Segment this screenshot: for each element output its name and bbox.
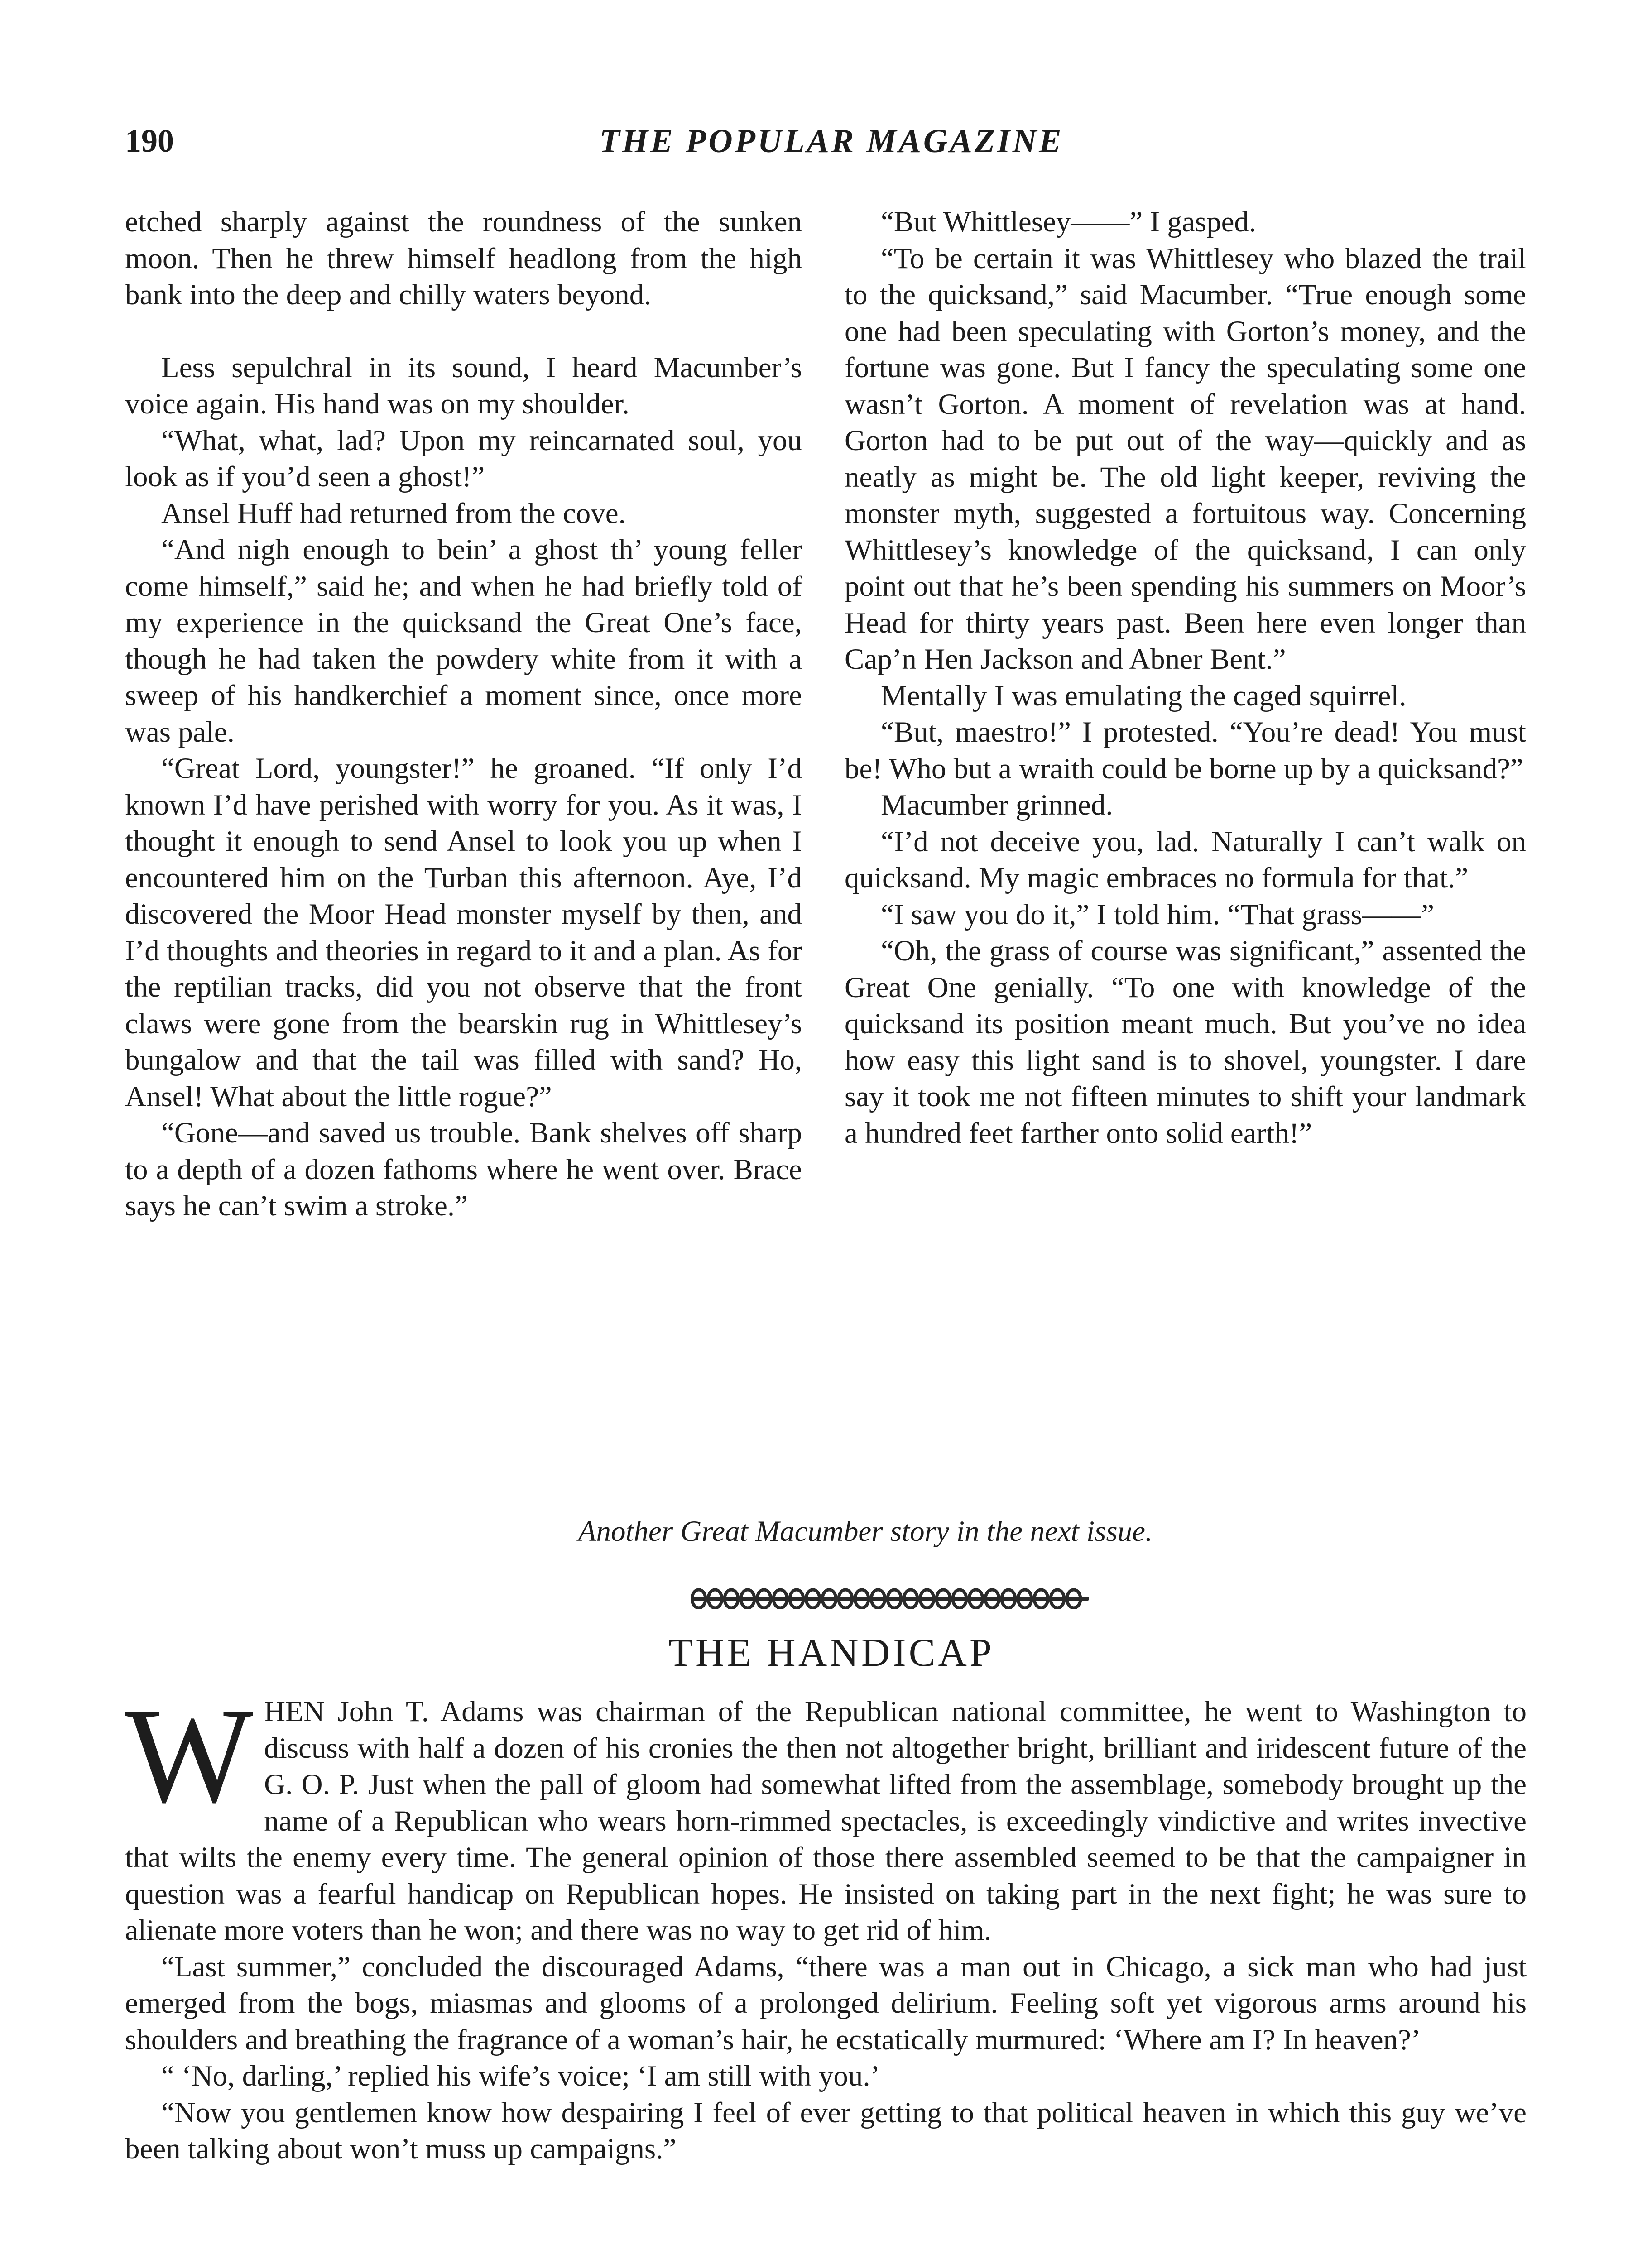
story-paragraph: Ansel Huff had returned from the cove. xyxy=(161,497,626,530)
story-left-column xyxy=(125,204,802,1224)
story-paragraph: “To be certain it was Whittlesey who blazed the trail to the quicksand,” said Macumber. “True enough some one had been speculating with Gorton’s money, and the fortune was gone. But I fancy the speculating some one wasn’t Gorton. A moment of revelation was at hand. Gorton had to be put out of the way—quickly and as neatly as might be. The old light keeper, reviving the monster myth, suggested a fortuitous way. Concerning Whittlesey’s knowledge of the quicksand, I can only point out that he’s been spending his summers on Moor’s Head for thirty years past. Been here even longer than Cap’n Hen Jackson and Abner Bent.” xyxy=(845,242,1526,676)
article-paragraph xyxy=(125,1680,1527,1949)
story-paragraph: “But Whittlesey——” I gasped. xyxy=(881,206,1257,238)
decorative-ornament-rule xyxy=(691,1588,1089,1609)
story-paragraph: “What, what, lad? Upon my reincarnated soul, you look as if you’d seen a ghost!” xyxy=(125,424,802,493)
story-paragraph: Less sepulchral in its sound, I heard Macumber’s voice again. His hand was on my shoulder. xyxy=(125,351,802,420)
article-paragraph: “Last summer,” concluded the discouraged Adams, “there was a man out in Chicago, a sick man who had just emerged from the bogs, miasmas and glooms of a prolonged delirium. Feeling soft yet vigorous arms around his shoulders and breathing the fragrance of a woman’s hair, he ecstatically murmured: ‘Where am I? In heaven?’ xyxy=(125,1950,1527,2056)
story-paragraph: “Great Lord, youngster!” he groaned. “If only I’d known I’d have perished with worry for you. As it was, I thought it enough to send Ansel to look you up when I encountered him on the Turban this afternoon. Aye, I’d discovered the Moor Head monster myself by then, and I’d thoughts and theories in regard to it and a plan. As for the reptilian tracks, did you not observe that the front claws were gone from the bearskin rug in Whittlesey’s bungalow and that the tail was filled with sand? Ho, Ansel! What about the little rogue?” xyxy=(125,752,802,1113)
drop-cap: W xyxy=(125,1680,254,1831)
story-paragraph: Macumber grinned. xyxy=(881,789,1113,821)
next-issue-note: Another Great Macumber story in the next issue. xyxy=(578,1515,1153,1548)
story-paragraph: “Gone—and saved us trouble. Bank shelves off sharp to a depth of a dozen fathoms where he went over. Brace says he can’t swim a stroke.” xyxy=(125,1117,802,1222)
page-number: 190 xyxy=(125,123,174,159)
story-paragraph: “Oh, the grass of course was significant,” assented the Great One genially. “To one with knowledge of the quicksand its position meant much. But you’ve no idea how easy this light sand is to shovel, youngster. I dare say it took me not fifteen minutes to shift your landmark a hundred feet farther onto solid earth!” xyxy=(845,935,1526,1150)
story-paragraph: Mentally I was emulating the caged squirrel. xyxy=(881,679,1407,712)
story-paragraph: “I’d not deceive you, lad. Naturally I can’t walk on quicksand. My magic embraces no formula for that.” xyxy=(845,825,1526,894)
story-paragraph: “And nigh enough to bein’ a ghost th’ young feller come himself,” said he; and when he had briefly told of my experience in the quicksand the Great One’s face, though he had taken the powdery white from it with a sweep of his handkerchief a moment since, once more was pale. xyxy=(125,533,802,748)
story-paragraph: “I saw you do it,” I told him. “That grass——” xyxy=(881,898,1435,931)
handicap-article xyxy=(125,1680,1527,2168)
article-paragraph: “Now you gentlemen know how despairing I feel of ever getting to that political heaven in which this guy we’ve been talking about won’t muss up campaigns.” xyxy=(125,2096,1527,2165)
article-title: THE HANDICAP xyxy=(668,1631,994,1675)
article-paragraph-text: HEN John T. Adams was chairman of the Republican national committee, he went to Washington to discuss with half a dozen of his cronies the then not altogether bright, brilliant and iridescent future of the G. O. P. Just when the pall of gloom had somewhat lifted from the assemblage, somebody brought up the name of a Republican who wears horn-rimmed spectacles, is exceedingly vindictive and writes invective that wilts the enemy every time. The general opinion of those there assembled seemed to be that the campaigner in question was a fearful handicap on Republican hopes. He insisted on taking part in the next fight; he was sure to alienate more voters than he won; and there was no way to get rid of him. xyxy=(125,1695,1527,1947)
article-paragraph: “ ‘No, darling,’ replied his wife’s voice; ‘I am still with you.’ xyxy=(161,2060,880,2092)
running-title: THE POPULAR MAGAZINE xyxy=(599,123,1064,160)
story-paragraph: “But, maestro!” I protested. “You’re dead! You must be! Who but a wraith could be borne up by a quicksand?” xyxy=(845,716,1526,785)
story-right-column xyxy=(845,204,1526,1151)
story-paragraph: etched sharply against the roundness of the sunken moon. Then he threw himself headlong from the high bank into the deep and chilly waters beyond. xyxy=(125,206,802,311)
page-header xyxy=(125,122,1538,172)
